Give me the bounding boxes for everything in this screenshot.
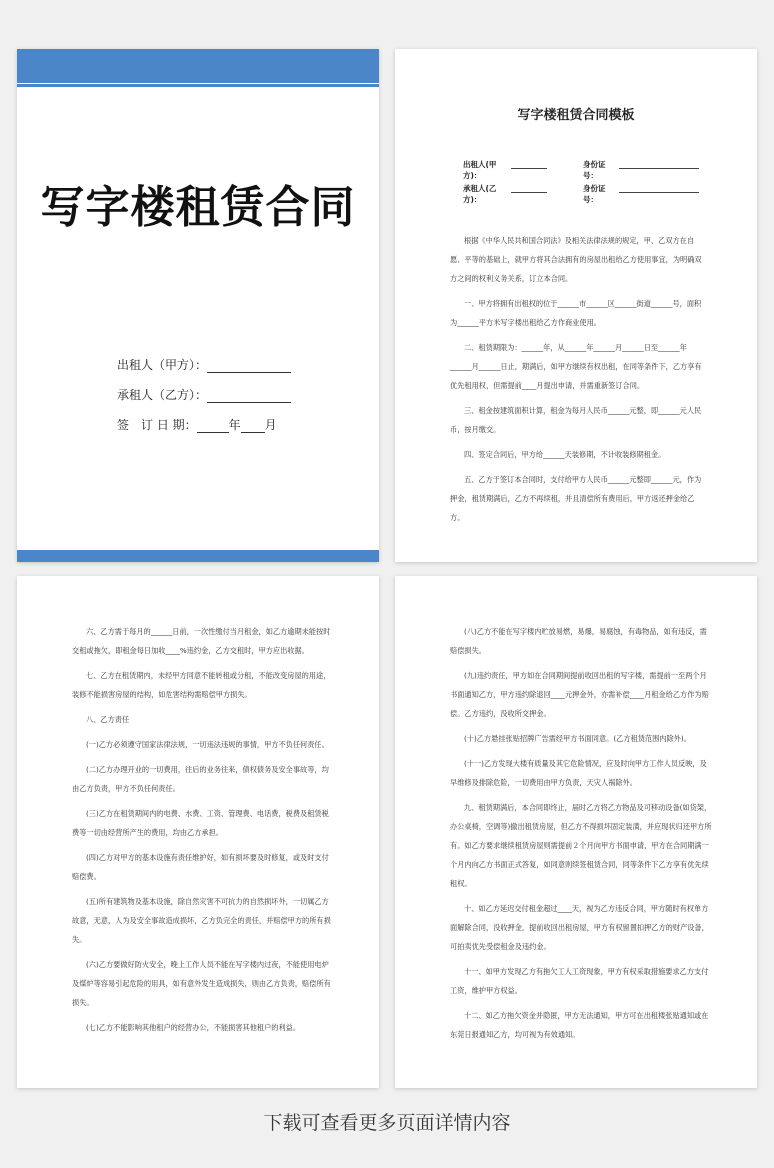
paragraph: 十二、如乙方拖欠资金并隐匿，甲方无法通知，甲方可在出租楼张贴通知或在东莞日报通知乙方，均可视为有效通知。 [450, 1011, 709, 1039]
lessee-row [463, 183, 699, 205]
paragraph: 四、签定合同后，甲方给______天装修期，不计收装修期租金。 [464, 450, 666, 459]
lessor-id-label: 身份证号： [583, 160, 606, 180]
paragraph: 二、租赁期限为：______年，从______年______月______日至______年______月______日止，期满后，如甲方继续有权出租，在同等条件下，乙方享有优先租用权，但需提前____月提出申请，并需重新签订合同。 [450, 343, 702, 390]
cover-lessor-field [117, 343, 291, 373]
contract-body-1 [450, 231, 708, 533]
cover-month-unit: 月 [264, 418, 277, 432]
paragraph: (五)所有建筑物及基本设施，除自然灾害不可抗力的自然损坏外，一切属乙方故意，无意，人为及安全事故造成损坏，乙方负完全的责任，并赔偿甲方的所有损失。 [72, 897, 331, 944]
cover-page [17, 49, 379, 562]
cover-lessee-field [117, 373, 291, 403]
paragraph: (三)乙方在租赁期间内的电费、水费、工资、管理费、电话费，税费及租赁税费等一切由经营所产生的费用，均由乙方承担。 [72, 809, 329, 837]
paragraph: 九、租赁期满后，本合同即终止，届时乙方将乙方物品及可移动设备(如货架，办公桌椅，空调等)撤出租赁房屋，但乙方不得损坏固定装潢，并应现状归还甲方所有。如乙方要求继续租赁房屋则需提前２个月向甲方书面申请，甲方在合同期满一个月内向乙方书面正式答复，如同意则续签租赁合同，同等条件下乙方享有优先续租权。 [450, 803, 712, 888]
cover-top-band [17, 49, 379, 83]
cover-year-blank [197, 418, 229, 433]
cover-date-label: 签 订 日 期： [117, 418, 197, 432]
paragraph: 五、乙方于签订本合同时，支付给甲方人民币______元整即______元，作为押金，租赁期满后，乙方不再续租，并且清偿所有费用后，甲方返还押金给乙方。 [450, 475, 702, 522]
cover-bottom-band [17, 550, 379, 562]
cover-title: 写字楼租赁合同 [40, 182, 356, 233]
lessor-blank [511, 159, 547, 169]
lessee-id-label: 身份证号： [583, 184, 606, 204]
paragraph: 十一、如甲方发现乙方有拖欠工人工资现象，甲方有权采取措施要求乙方支付工资，维护甲方权益。 [450, 967, 709, 995]
paragraph: 六、乙方需于每月的______日前，一次性缴付当月租金，如乙方逾期未能按时交租或拖欠，即租金每日加收____%违约金，乙方交租时，甲方应出收据。 [72, 627, 331, 655]
paragraph: 三、租金按建筑面积计算，租金为每月人民币______元整，即______元人民币，按月缴交。 [450, 406, 702, 434]
contract-page-1 [395, 49, 757, 562]
contract-page-2 [17, 576, 379, 1088]
lessor-id-blank [619, 159, 699, 169]
lessor-label: 出租人(甲方)： [463, 160, 497, 180]
paragraph: 一、甲方将拥有出租权的位于______市______区______街道______号，面积为______平方米写字楼出租给乙方作商业使用。 [450, 299, 702, 327]
cover-lessor-label: 出租人（甲方）： [117, 358, 208, 372]
contract-body-2 [72, 622, 334, 1043]
paragraph: 七、乙方在租赁期内，未经甲方同意不能转租或分租，不能改变房屋的用途，装修不能损害房屋的结构，如危害结构需赔偿甲方损失。 [72, 671, 331, 699]
paragraph: 十、如乙方延迟交付租金超过____天，视为乙方违反合同，甲方随时有权单方面解除合同，没收押金，提前收回出租房屋，甲方有权留置扣押乙方的财产设备，可拍卖优先受偿租金及违约金。 [450, 904, 709, 951]
cover-year-unit: 年 [228, 418, 241, 432]
download-more-caption: 下载可查看更多页面详情内容 [263, 1112, 511, 1134]
lessor-row [463, 159, 699, 181]
cover-date-field [117, 403, 291, 433]
lessee-label: 承租人(乙方)： [463, 184, 497, 204]
paragraph: (十)乙方悬挂张贴招牌广告需经甲方书面同意。(乙方租赁范围内除外)。 [464, 734, 691, 743]
paragraph: (一)乙方必须遵守国家法律法规，一切违法违规的事情，甲方不负任何责任。 [86, 740, 329, 749]
paragraph: (十一)乙方发现大楼有质量及其它危险情况，应及时向甲方工作人员反映，及早维修及排除危险，一切费用由甲方负责，天灾人祸除外。 [450, 759, 707, 787]
paragraph: (七)乙方不能影响其他租户的经营办公，不能损害其他租户的利益。 [86, 1023, 301, 1032]
cover-lessee-blank [207, 388, 291, 403]
lessee-blank [511, 183, 547, 193]
contract-body-3 [450, 622, 712, 1050]
cover-month-blank [241, 418, 265, 433]
paragraph: 八、乙方责任 [86, 715, 130, 724]
paragraph: (八)乙方不能在写字楼内贮放易燃，易爆，易腐蚀，有毒物品，如有违反，需赔偿损失。 [450, 627, 707, 655]
cover-lessor-blank [207, 358, 291, 373]
contract-title: 写字楼租赁合同模板 [517, 108, 635, 123]
paragraph: 根据《中华人民共和国合同法》及相关法律法规的规定，甲、乙双方在自愿、平等的基础上，就甲方将其合法拥有的房屋出租给乙方使用事宜，为明确双方之间的权利义务关系，订立本合同。 [450, 236, 702, 283]
paragraph: (六)乙方要做好防火安全，晚上工作人员不能在写字楼内过夜，不能使用电炉及煤炉等容易引起危险的用具，如有意外发生造成损失，则由乙方负责，赔偿所有损失。 [72, 960, 331, 1007]
contract-page-3 [395, 576, 757, 1088]
paragraph: (九)违约责任，甲方如在合同期间提前收回出租的写字楼，需提前一至两个月书面通知乙方，甲方违约除退回____元押金外，亦需补偿____月租金给乙方作为赔偿。乙方违约，没收所交押金。 [450, 671, 709, 718]
paragraph: (二)乙方办理开业的一切费用，往后的业务往来，债权债务及安全事故等，均由乙方负责，甲方不负任何责任。 [72, 765, 329, 793]
cover-top-line [17, 84, 379, 87]
cover-lessee-label: 承租人（乙方）： [117, 388, 208, 402]
lessee-id-blank [619, 183, 699, 193]
paragraph: (四)乙方对甲方的基本设施有责任维护好，如有损坏要及时修复，或及时支付赔偿费。 [72, 853, 329, 881]
cover-fields [117, 343, 291, 433]
